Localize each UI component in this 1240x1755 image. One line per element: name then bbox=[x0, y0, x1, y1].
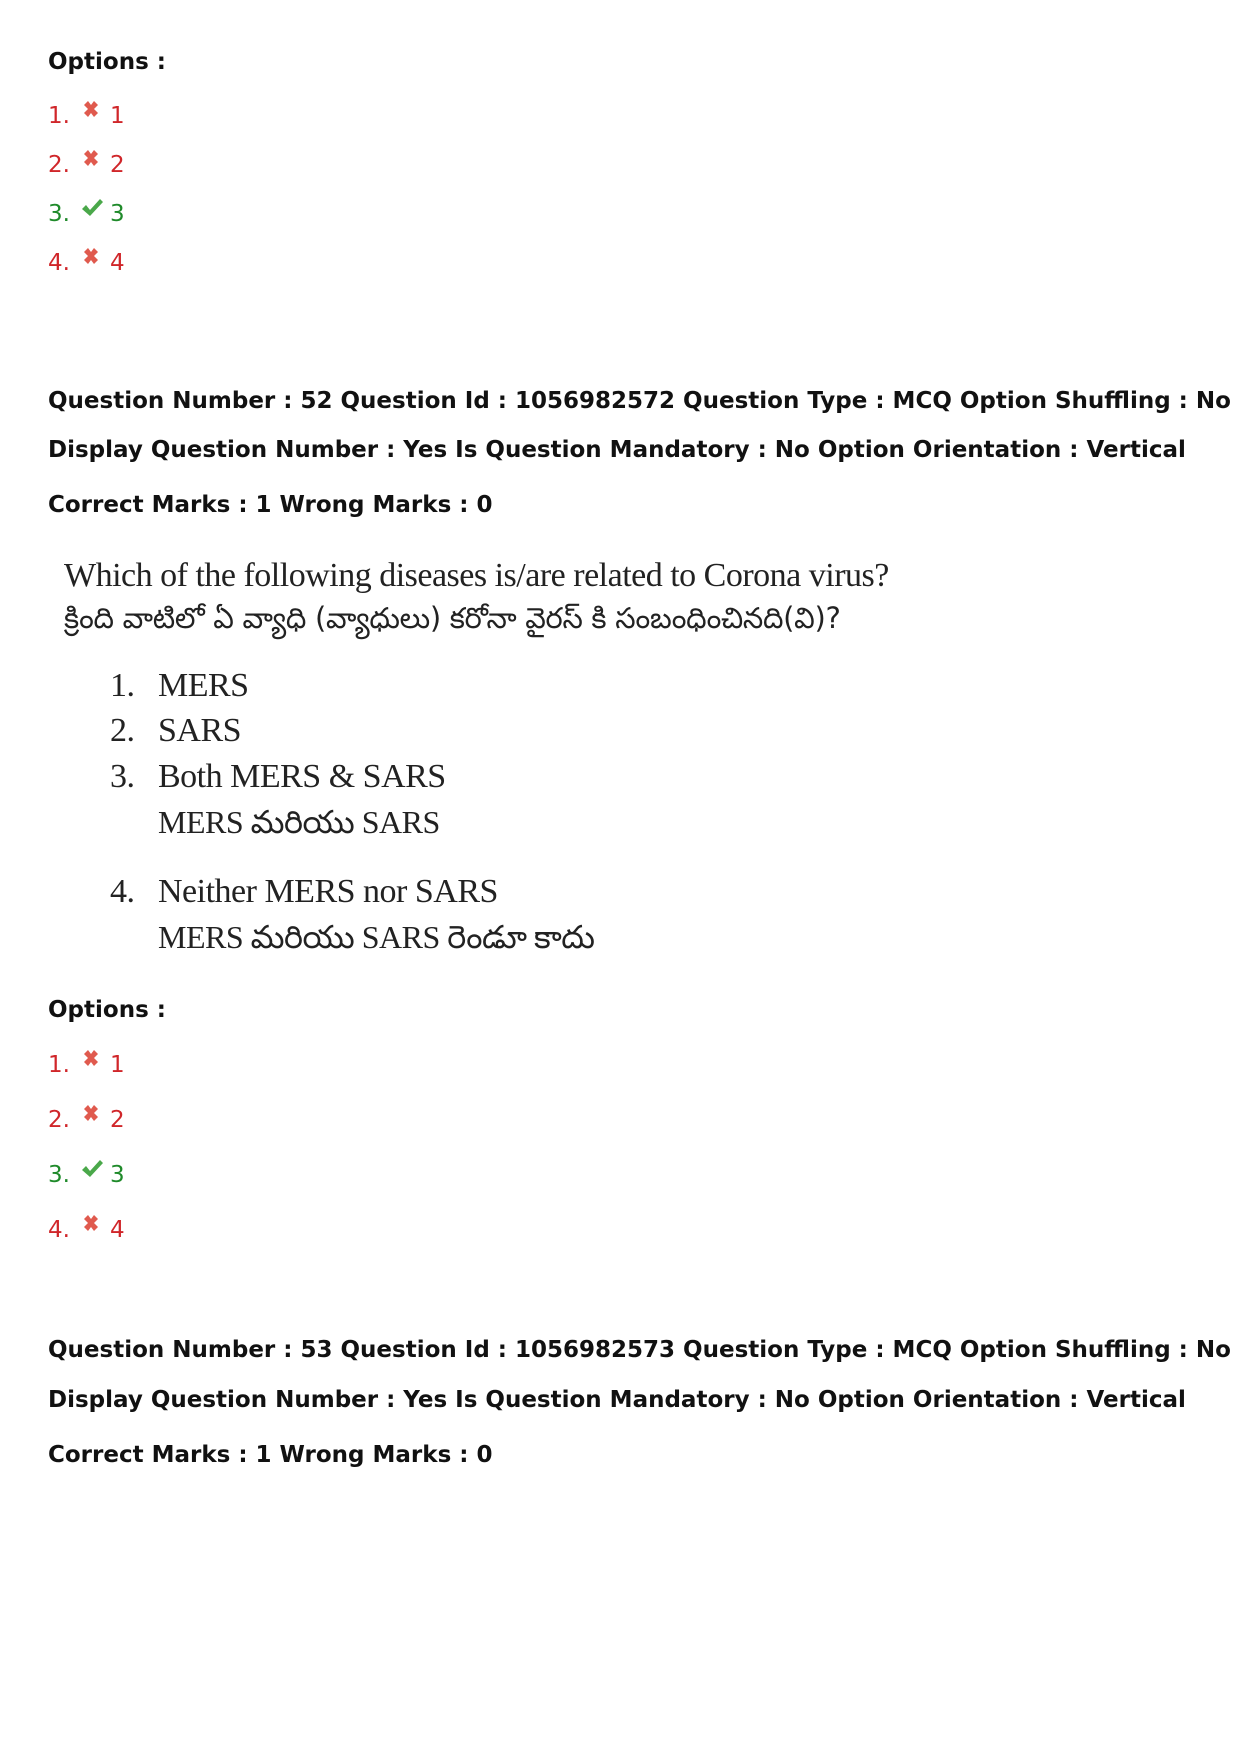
question-text-english: Which of the following diseases is/are related to Corona virus? bbox=[64, 557, 889, 594]
option-3 bbox=[48, 199, 125, 229]
option-4 bbox=[48, 248, 125, 278]
cross-icon bbox=[80, 148, 102, 170]
cross-icon bbox=[80, 1213, 102, 1235]
question-marks: Correct Marks : 1 Wrong Marks : 0 bbox=[48, 1442, 493, 1468]
choice-number: 3. bbox=[110, 758, 135, 795]
option-2 bbox=[48, 150, 125, 180]
option-1 bbox=[48, 101, 125, 131]
question-meta-line-1: Question Number : 52 Question Id : 1056982572 Question Type : MCQ Option Shuffling : No bbox=[48, 388, 1231, 414]
option-value: 3 bbox=[109, 201, 125, 227]
cross-icon bbox=[80, 1103, 102, 1125]
option-number: 4. bbox=[48, 1217, 70, 1243]
options-label: Options : bbox=[48, 997, 166, 1023]
option-value: 3 bbox=[109, 1162, 125, 1188]
question-text-telugu: క్రింది వాటిలో ఏ వ్యాధి (వ్యాధులు) కరోనా వైరస్ కి సంబంధించినది(వి)? bbox=[64, 601, 841, 635]
option-3 bbox=[48, 1160, 125, 1190]
option-number: 4. bbox=[48, 250, 70, 276]
option-number: 2. bbox=[48, 1107, 70, 1133]
question-meta-line-1: Question Number : 53 Question Id : 1056982573 Question Type : MCQ Option Shuffling : No bbox=[48, 1337, 1231, 1363]
choice-number: 4. bbox=[110, 873, 135, 910]
option-number: 3. bbox=[48, 201, 70, 227]
option-value: 2 bbox=[109, 1107, 125, 1133]
question-meta-line-2: Display Question Number : Yes Is Question Mandatory : No Option Orientation : Vertical bbox=[48, 437, 1186, 463]
option-number: 3. bbox=[48, 1162, 70, 1188]
option-number: 1. bbox=[48, 1052, 70, 1078]
choice-text: Both MERS & SARS bbox=[158, 758, 446, 795]
option-value: 2 bbox=[109, 152, 125, 178]
choice-2 bbox=[110, 711, 241, 751]
choice-text: Neither MERS nor SARS bbox=[158, 873, 498, 910]
choice-3-telugu: MERS మరియు SARS bbox=[158, 804, 440, 840]
choice-text: MERS bbox=[158, 667, 249, 704]
question-marks: Correct Marks : 1 Wrong Marks : 0 bbox=[48, 492, 493, 518]
choice-3 bbox=[110, 757, 446, 797]
cross-icon bbox=[80, 99, 102, 121]
choice-number: 1. bbox=[110, 667, 135, 704]
option-number: 1. bbox=[48, 103, 70, 129]
choice-1 bbox=[110, 666, 249, 706]
check-icon bbox=[80, 197, 102, 219]
cross-icon bbox=[80, 246, 102, 268]
option-value: 4 bbox=[109, 1217, 125, 1243]
options-label: Options : bbox=[48, 49, 166, 75]
choice-4 bbox=[110, 872, 498, 912]
option-2 bbox=[48, 1105, 125, 1135]
option-value: 1 bbox=[109, 1052, 125, 1078]
option-4 bbox=[48, 1215, 125, 1245]
cross-icon bbox=[80, 1048, 102, 1070]
option-1 bbox=[48, 1050, 125, 1080]
option-value: 4 bbox=[109, 250, 125, 276]
option-number: 2. bbox=[48, 152, 70, 178]
question-meta-line-2: Display Question Number : Yes Is Question Mandatory : No Option Orientation : Vertical bbox=[48, 1387, 1186, 1413]
choice-4-telugu: MERS మరియు SARS రెండూ కాదు bbox=[158, 919, 595, 955]
option-value: 1 bbox=[109, 103, 125, 129]
choice-text: SARS bbox=[158, 712, 242, 749]
check-icon bbox=[80, 1158, 102, 1180]
question-image bbox=[60, 554, 920, 964]
choice-number: 2. bbox=[110, 712, 135, 749]
